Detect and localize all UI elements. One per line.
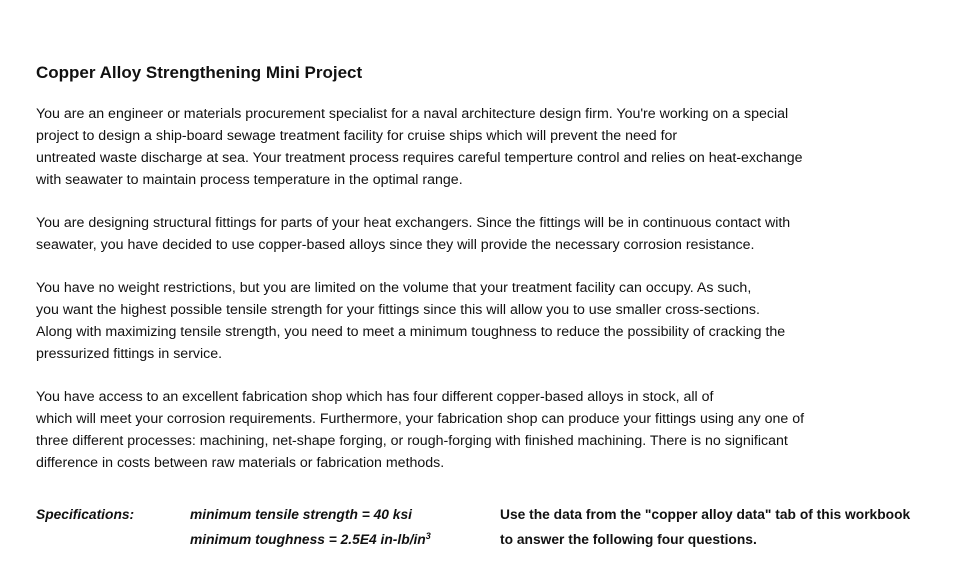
document-body (36, 62, 946, 495)
paragraph-line: Along with maximizing tensile strength, you need to meet a minimum toughness to reduce the possibility of cracking the (36, 324, 786, 340)
specifications-block (0, 502, 957, 552)
paragraph-line: You have no weight restrictions, but you are limited on the volume that your treatment facility can occupy. As such, (36, 280, 752, 296)
paragraph-line: pressurized fittings in service. (36, 346, 223, 362)
paragraph-1 (36, 103, 946, 191)
paragraph-line: You are an engineer or materials procurement specialist for a naval architecture design firm. You're working on a special (36, 106, 789, 122)
tensile-strength-requirement: minimum tensile strength = 40 ksi (190, 507, 412, 522)
toughness-exponent: 3 (425, 531, 431, 541)
paragraph-line: untreated waste discharge at sea. Your treatment process requires careful temperture control and relies on heat-exchange (36, 150, 803, 166)
paragraph-line: difference in costs between raw materials or fabrication methods. (36, 455, 445, 471)
paragraph-line: with seawater to maintain process temperature in the optimal range. (36, 172, 463, 188)
toughness-requirement (190, 527, 431, 552)
instruction-note-line-2: to answer the following four questions. (500, 532, 757, 547)
paragraph-4 (36, 386, 946, 474)
paragraph-line: you want the highest possible tensile strength for your fittings since this will allow you to use smaller cross-sections. (36, 302, 760, 318)
specifications-label: Specifications: (36, 507, 135, 522)
paragraph-line: project to design a ship-board sewage treatment facility for cruise ships which will prevent the need for (36, 128, 678, 144)
paragraph-3 (36, 277, 946, 365)
paragraph-line: three different processes: machining, net-shape forging, or rough-forging with finished machining. There is no significant (36, 433, 788, 449)
instruction-note-line-1: Use the data from the "copper alloy data" tab of this workbook (500, 507, 911, 522)
paragraph-line: which will meet your corrosion requirements. Furthermore, your fabrication shop can produce your fittings using any one of (36, 411, 805, 427)
paragraph-line: You are designing structural fittings for parts of your heat exchangers. Since the fittings will be in continuous contact with (36, 215, 791, 231)
page-title: Copper Alloy Strengthening Mini Project (36, 63, 363, 82)
paragraph-line: You have access to an excellent fabrication shop which has four different copper-based alloys in stock, all of (36, 389, 714, 405)
paragraph-line: seawater, you have decided to use copper-based alloys since they will provide the necessary corrosion resistance. (36, 237, 755, 253)
paragraph-2 (36, 212, 946, 256)
toughness-text: minimum toughness = 2.5E4 in-lb/in (190, 532, 426, 547)
